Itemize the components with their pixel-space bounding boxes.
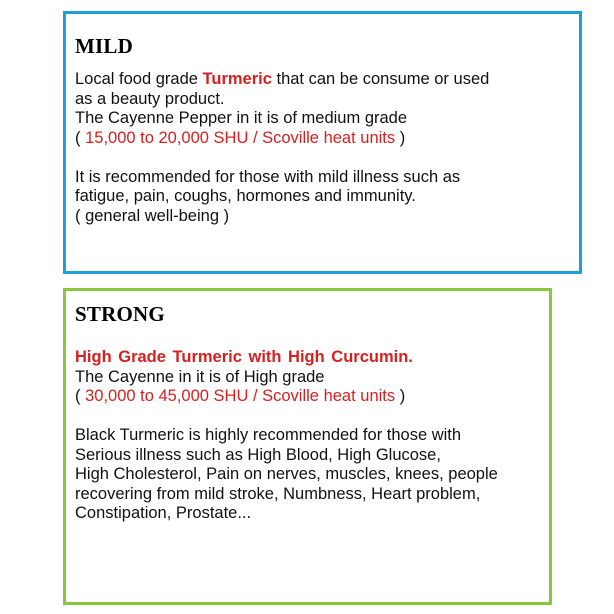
- mild-card: [63, 11, 582, 274]
- strong-line-7: recovering from mild stroke, Numbness, Heart problem,: [75, 484, 481, 503]
- strong-title: STRONG: [75, 302, 165, 326]
- strong-line-8: Constipation, Prostate...: [75, 504, 252, 522]
- strong-shu-close: ): [395, 387, 406, 405]
- mild-shu-range: 15,000 to 20,000 SHU / Scoville heat units: [85, 128, 396, 147]
- strong-shu-open: (: [75, 387, 86, 405]
- strong-line-1: High Grade Turmeric with High Curcumin.: [75, 348, 413, 366]
- strong-spacer: [75, 407, 549, 427]
- mild-line-1-pre: Local food grade: [75, 70, 203, 88]
- mild-title: MILD: [75, 34, 133, 58]
- strong-line-3: [75, 387, 549, 407]
- strong-shu-range: 30,000 to 45,000 SHU / Scoville heat units: [85, 387, 396, 405]
- mild-line-2: as a beauty product.: [75, 89, 225, 108]
- mild-line-1: [75, 70, 579, 90]
- turmeric-highlight: Turmeric: [202, 70, 272, 88]
- mild-line-4: [75, 129, 579, 149]
- mild-shu-close: ): [395, 128, 406, 147]
- mild-shu-open: (: [75, 128, 86, 147]
- strong-line-4: Black Turmeric is highly recommended for those with: [75, 426, 462, 444]
- strong-line-6: High Cholesterol, Pain on nerves, muscles, knees, people: [75, 465, 498, 483]
- strong-line-2: The Cayenne in it is of High grade: [75, 367, 325, 386]
- strong-card: [63, 288, 552, 605]
- mild-line-6: fatigue, pain, coughs, hormones and immunity.: [75, 187, 416, 205]
- mild-spacer: [75, 148, 579, 168]
- mild-line-7: ( general well-being ): [75, 206, 230, 225]
- mild-line-5: It is recommended for those with mild illness such as: [75, 167, 461, 186]
- mild-line-1-post: that can be consume or used: [271, 70, 490, 88]
- strong-line-5: Serious illness such as High Blood, High Glucose,: [75, 445, 441, 464]
- mild-line-3: The Cayenne Pepper in it is of medium grade: [75, 109, 408, 127]
